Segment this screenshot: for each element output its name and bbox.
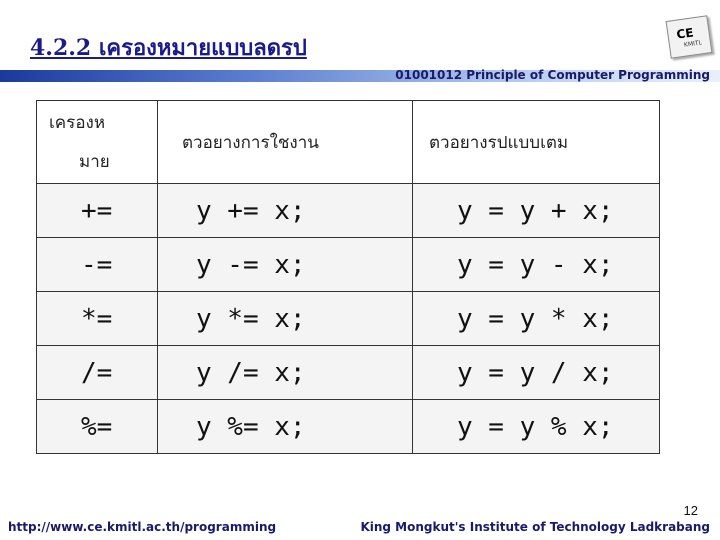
- footer-url: http://www.ce.kmitl.ac.th/programming: [8, 520, 277, 534]
- operator-cell: +=: [37, 184, 158, 238]
- full-form-cell: y = y % x;: [413, 400, 660, 454]
- operator-cell: -=: [37, 238, 158, 292]
- table-row: [37, 400, 660, 454]
- example-cell: y += x;: [158, 184, 413, 238]
- table-row: [37, 346, 660, 400]
- operator-cell: %=: [37, 400, 158, 454]
- operator-table: [36, 100, 660, 454]
- header-operator-line2: มาย: [79, 152, 110, 172]
- example-cell: y %= x;: [158, 400, 413, 454]
- table-row: [37, 238, 660, 292]
- table-row: [37, 292, 660, 346]
- footer-institute: King Mongkut's Institute of Technology Ladkrabang: [360, 520, 710, 534]
- full-form-cell: y = y * x;: [413, 292, 660, 346]
- full-form-cell: y = y + x;: [413, 184, 660, 238]
- header-usage-example: ตวอยางการใชงาน: [158, 101, 413, 184]
- ce-kmitl-logo: [666, 15, 713, 58]
- example-cell: y *= x;: [158, 292, 413, 346]
- logo-kmitl-text: KMITL: [683, 39, 703, 49]
- full-form-cell: y = y - x;: [413, 238, 660, 292]
- slide-title: 4.2.2 เครองหมายแบบลดรป: [30, 35, 307, 61]
- header-full-form: ตวอยางรปแบบเตม: [413, 101, 660, 184]
- example-cell: y /= x;: [158, 346, 413, 400]
- full-form-cell: y = y / x;: [413, 346, 660, 400]
- page-number: 12: [683, 503, 698, 518]
- operator-cell: *=: [37, 292, 158, 346]
- header-operator-line1: เครองห: [49, 113, 106, 133]
- logo-ce-text: CE: [675, 25, 695, 42]
- table-header-row: [37, 101, 660, 184]
- header-operator: [37, 101, 158, 184]
- operator-cell: /=: [37, 346, 158, 400]
- example-cell: y -= x;: [158, 238, 413, 292]
- course-title: 01001012 Principle of Computer Programming: [395, 68, 710, 82]
- table-row: [37, 184, 660, 238]
